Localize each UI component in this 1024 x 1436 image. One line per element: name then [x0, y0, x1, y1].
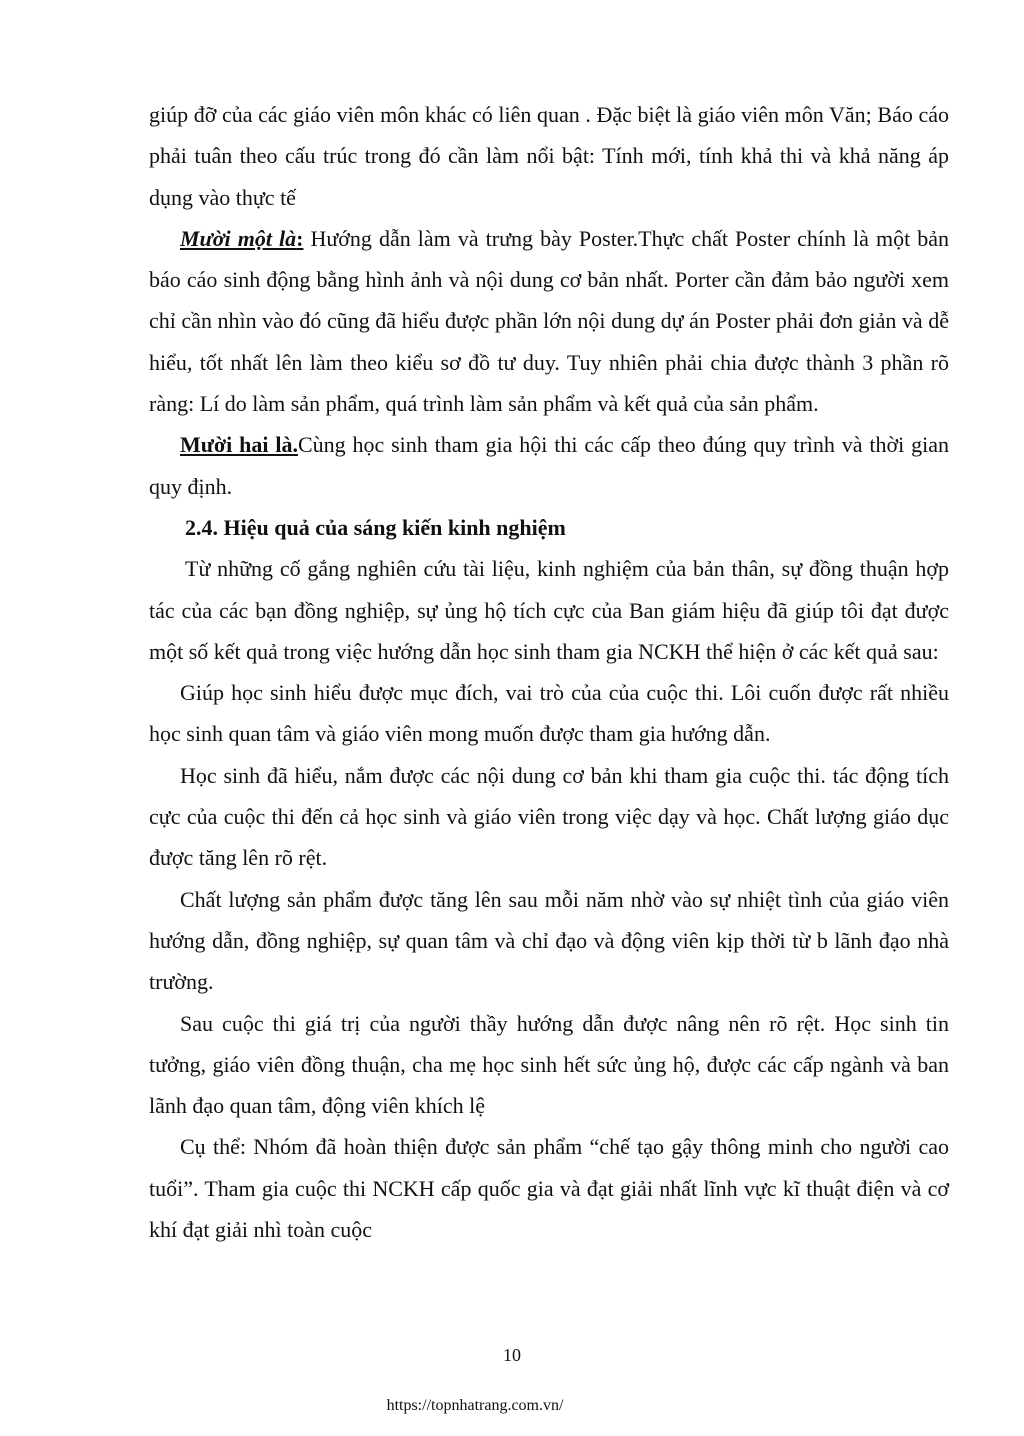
paragraph-result-4: Sau cuộc thi giá trị của người thầy hướng dẫn được nâng nên rõ rệt. Học sinh tin tưởng, giáo viên đồng thuận, cha mẹ học sinh hết sức ủng hộ, được các cấp ngành và ban lãnh đạo quan tâm, động viên khích lệ [149, 1010, 949, 1119]
document-body [149, 94, 949, 1250]
item-eleven-text: Hướng dẫn làm và trưng bày Poster.Thực chất Poster chính là một bản báo cáo sinh động bằng hình ảnh và nội dung cơ bản nhất. Porter cần đảm bảo người xem chỉ cần nhìn vào đó cũng đã hiểu được phần lớn nội dung dự án Poster phải đơn giản và dễ hiểu, tốt nhất lên làm theo kiểu sơ đồ tư duy. Tuy nhiên phải chia được thành 3 phần rõ ràng: Lí do làm sản phẩm, quá trình làm sản phẩm và kết quả của sản phẩm. [149, 225, 950, 417]
paragraph-result-5: Cụ thể: Nhóm đã hoàn thiện được sản phẩm “chế tạo gậy thông minh cho người cao tuổi”. Tham gia cuộc thi NCKH cấp quốc gia và đạt giải nhất lĩnh vực kĩ thuật điện và cơ khí đạt giải nhì toàn cuộc [149, 1134, 949, 1243]
item-eleven-colon: : [296, 225, 304, 251]
paragraph-results-intro: Từ những cố gắng nghiên cứu tài liệu, kinh nghiệm của bản thân, sự đồng thuận hợp tác của các bạn đồng nghiệp, sự ủng hộ tích cực của Ban giám hiệu đã giúp tôi đạt được một số kết quả trong việc hướng dẫn học sinh tham gia NCKH thể hiện ở các kết quả sau: [149, 556, 949, 664]
paragraph-intro: giúp đỡ của các giáo viên môn khác có liên quan . Đặc biệt là giáo viên môn Văn; Báo cáo phải tuân theo cấu trúc trong đó cần làm nổi bật: Tính mới, tính khả thi và khả năng áp dụng vào thực tế [149, 102, 949, 210]
paragraph-item-twelve [149, 424, 949, 507]
paragraph-item-eleven [149, 218, 949, 424]
item-eleven-label: Mười một là [180, 225, 297, 251]
footer-url: https://topnhatrang.com.vn/ [386, 1397, 564, 1414]
item-twelve-text: Cùng học sinh tham gia hội thi các cấp theo đúng quy trình và thời gian quy định. [149, 432, 949, 499]
item-twelve-label: Mười hai là. [180, 432, 298, 458]
paragraph-result-3: Chất lượng sản phẩm được tăng lên sau mỗi năm nhờ vào sự nhiệt tình của giáo viên hướng dẫn, đồng nghiệp, sự quan tâm và chỉ đạo và động viên kịp thời từ b lãnh đạo nhà trường. [149, 886, 949, 995]
paragraph-result-2: Học sinh đã hiểu, nắm được các nội dung cơ bản khi tham gia cuộc thi. tác động tích cực của cuộc thi đến cả học sinh và giáo viên trong việc dạy và học. Chất lượng giáo dục được tăng lên rõ rệt. [149, 762, 949, 871]
page-number: 10 [503, 1345, 521, 1365]
section-heading: 2.4. Hiệu quả của sáng kiến kinh nghiệm [185, 514, 566, 540]
paragraph-result-1: Giúp học sinh hiểu được mục đích, vai trò của của cuộc thi. Lôi cuốn được rất nhiều học sinh quan tâm và giáo viên mong muốn được tham gia hướng dẫn. [149, 680, 949, 747]
